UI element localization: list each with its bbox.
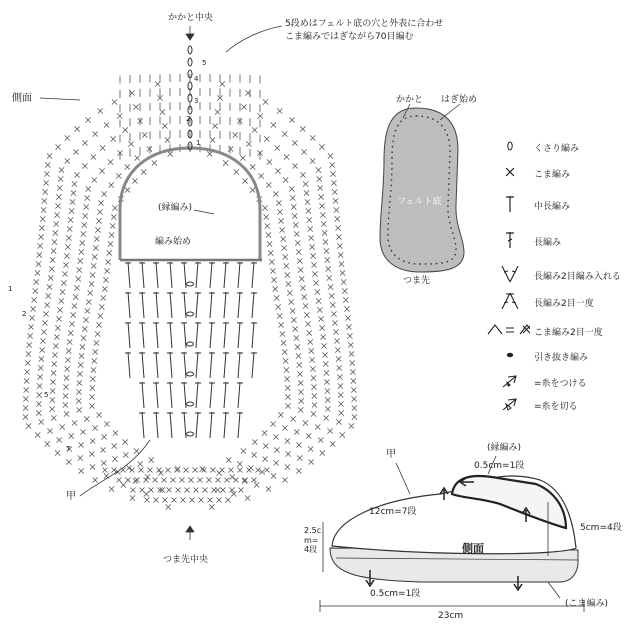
row-mark: 5	[202, 59, 207, 67]
row5-note-line2: こま編みではぎながら70目編む	[285, 32, 414, 42]
row5-note-line1: 5段めはフェルト底の穴と外表に合わせ	[285, 19, 444, 29]
slipper-edge-label: (縁編み)	[487, 443, 522, 453]
legend-label: 中長編み	[534, 202, 571, 212]
legend-label: 引き抜き編み	[534, 353, 589, 363]
sole-toe-label: つま先	[403, 276, 431, 286]
top-edge-dim-label: 0.5cm=1段	[474, 461, 525, 471]
start-label: 編み始め	[155, 237, 192, 247]
row-mark: 1	[196, 139, 201, 147]
edge-stitch-label: (縁編み)	[158, 203, 193, 213]
right-dim-label: 5cm=4段	[580, 523, 622, 533]
legend-label: 長編み2目一度	[534, 299, 594, 309]
toe-center-label: つま先中央	[163, 555, 209, 565]
instep-label: 甲	[66, 491, 76, 502]
instep-leader	[396, 463, 410, 494]
legend-label: 長編み	[534, 238, 562, 248]
sc-label: (こま編み)	[565, 599, 609, 609]
legend-label: くさり編み	[534, 144, 580, 154]
slipper-instep-label: 甲	[386, 449, 396, 460]
left-dim-label: 2.5cm=4段	[304, 526, 322, 555]
row-mark: 1	[8, 285, 13, 293]
row-mark: 7	[66, 445, 71, 453]
length-label: 23cm	[438, 611, 464, 621]
row-mark: 4	[194, 75, 199, 83]
side-face-label: 側面	[12, 93, 32, 104]
slipper-side-label: 側面	[462, 542, 484, 555]
row-mark: 5	[44, 391, 49, 399]
legend-label: =糸を切る	[534, 402, 578, 412]
legend-label: =糸をつける	[534, 379, 587, 389]
row-mark: 3	[194, 97, 199, 105]
heel-center-label: かかと中央	[168, 13, 214, 23]
bottom-edge-dim-label: 0.5cm=1段	[370, 589, 421, 599]
row-mark: 2	[22, 310, 27, 318]
instep-dim-label: 12cm=7段	[369, 507, 417, 517]
legend-label: こま編み	[534, 170, 571, 180]
row-mark: 2	[186, 115, 191, 123]
sc-leader	[548, 582, 560, 598]
felt-sole-label: フェルト底	[397, 197, 442, 207]
legend-label: 長編み2目編み入れる	[534, 272, 621, 282]
legend-label: こま編み2目一度	[534, 328, 603, 338]
sole-heel-label: かかと	[396, 95, 424, 105]
sole-seam-start-label: はぎ始め	[441, 95, 478, 105]
